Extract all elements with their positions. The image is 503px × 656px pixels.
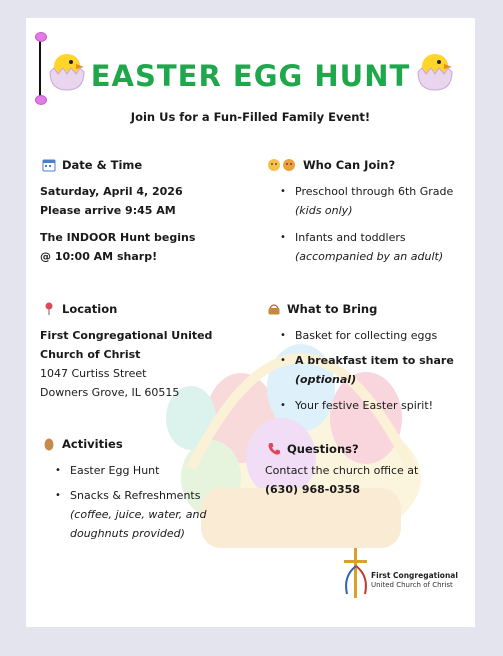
list-item [55, 486, 255, 543]
bring-item-note: (optional) [295, 373, 357, 386]
list-item [280, 182, 470, 220]
people-icon [267, 158, 297, 172]
who-item-main: Infants and toddlers [295, 231, 406, 244]
activity-note: (coffee, juice, water, and [70, 508, 207, 521]
subtitle: Join Us for a Fun-Filled Family Event! [130, 110, 371, 124]
street-address: 1047 Curtiss Street [40, 367, 147, 380]
title-row [26, 54, 475, 98]
hunt-start-line2: @ 10:00 AM sharp! [40, 250, 158, 263]
date-time-label: Date & Time [62, 158, 143, 172]
questions-heading [267, 442, 359, 456]
egg-icon [42, 437, 56, 451]
date-time-heading [42, 158, 142, 172]
city-address: Downers Grove, IL 60515 [40, 386, 180, 399]
activities-heading [42, 437, 123, 451]
decor-dot-top [35, 32, 47, 42]
church-name-line2: Church of Christ [40, 348, 141, 361]
church-name-line1: First Congregational United [40, 329, 213, 342]
hunt-start-line1: The INDOOR Hunt begins [40, 231, 196, 244]
page-title: EASTER EGG HUNT [90, 59, 411, 93]
calendar-icon [42, 158, 56, 172]
questions-text: Contact the church office at [265, 464, 419, 477]
activities-list [55, 461, 255, 543]
phone-icon [267, 442, 281, 456]
bring-item: Your festive Easter spirit! [295, 399, 434, 412]
bring-item: A breakfast item to share [295, 354, 454, 367]
bring-list [280, 326, 470, 415]
location-heading [42, 302, 117, 316]
location-label: Location [62, 302, 118, 316]
who-label: Who Can Join? [303, 158, 396, 172]
church-logo [341, 546, 461, 606]
list-item [280, 326, 470, 345]
flyer-page [26, 18, 475, 627]
list-item [280, 351, 470, 389]
event-date: Saturday, April 4, 2026 [40, 185, 183, 198]
bring-label: What to Bring [287, 302, 378, 316]
logo-line2: United Church of Christ [371, 581, 453, 589]
arrive-time: Please arrive 9:45 AM [40, 204, 176, 217]
pin-icon [42, 302, 56, 316]
list-item [55, 461, 255, 480]
phone-number[interactable]: (630) 968-0358 [265, 483, 360, 496]
activity-item: Snacks & Refreshments [70, 489, 201, 502]
cross-logo-icon [341, 546, 371, 602]
basket-icon [267, 302, 281, 316]
who-list [280, 182, 470, 266]
who-heading [267, 158, 395, 172]
list-item [280, 228, 470, 266]
activity-item: Easter Egg Hunt [70, 464, 160, 477]
bring-item: Basket for collecting eggs [295, 329, 438, 342]
who-item-main: Preschool through 6th Grade [295, 185, 454, 198]
activity-note: doughnuts provided) [70, 527, 185, 540]
questions-label: Questions? [287, 442, 359, 456]
activities-label: Activities [62, 437, 123, 451]
who-item-note: (kids only) [295, 204, 353, 217]
who-item-note: (accompanied by an adult) [295, 250, 444, 263]
bring-heading [267, 302, 377, 316]
logo-line1: First Congregational [371, 571, 458, 580]
list-item [280, 396, 470, 415]
